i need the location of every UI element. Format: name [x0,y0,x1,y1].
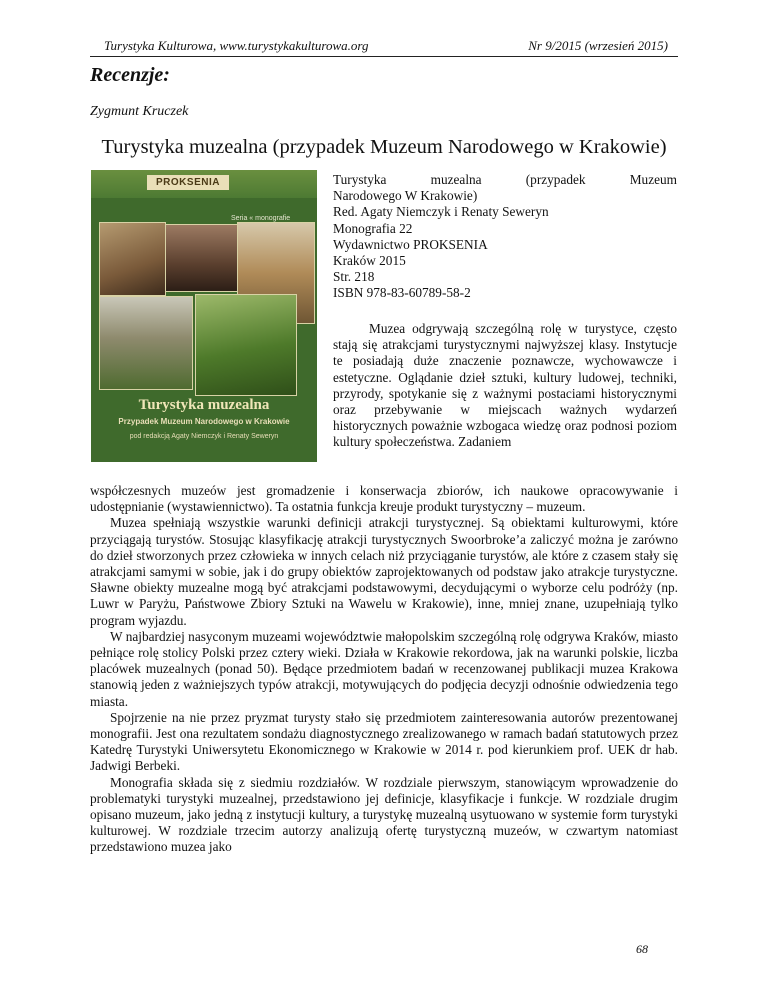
cover-photo-museum-interior [99,222,166,296]
meta-title-line1: Turystyka muzealna (przypadek Muzeum [333,172,677,187]
cover-publisher-logo: PROKSENIA [147,175,229,190]
meta-monograph: Monografia 22 [333,220,413,236]
body-paragraph: Monografia składa się z siedmiu rozdziałów. W rozdziale pierwszym, stanowiącym wprowadzenie do problematyki turystyki muzealnej, przedstawiono jej definicje, klasyfikacje i funkcje. W rozdziale drugim opisano muzeum, jako jedną z instytucji kultury, a turystykę muzealną usytuowano w systemie form turystyki kulturowej. W rozdziale trzecim autorzy analizują ofertę turystyczną muzeów, w czwartym natomiast przedstawiono muzea jako [90,774,678,855]
running-header [90,38,678,57]
article-title: Turystyka muzealna (przypadek Muzeum Narodowego w Krakowie) [101,136,667,158]
body-paragraph: Spojrzenie na nie przez pryzmat turysty stało się przedmiotem zainteresowania autorów prezentowanej monografii. Jest ona rezultatem sondażu diagnostycznego zrealizowanego w ramach badań statutowych przez Katedrę Turystyki Uniwersytetu Ekonomicznego w Krakowie w 2014 r. pod kierunkiem prof. UEK dr hab. Jadwigi Berbeki. [90,709,678,774]
intro-paragraph: Muzea odgrywają szczególną rolę w turystyce, często stają się atrakcjami turystycznymi najwyższej klasy. Instytucje te posiadają duże znaczenie poznawcze, wychowawcze i estetyczne. Oglądanie dzieł sztuki, kultury ludowej, techniki, przyrody, spotykanie się z ważnymi postaciami historycznymi oraz przebywanie w miejscach ważnych wydarzeń historycznych poważnie wzbogaca wiedzę oraz podnosi poziom kultury społeczeństwa. Zadaniem [333,321,677,450]
header-journal: Turystyka Kulturowa, www.turystykakulturowa.org [104,38,369,53]
cover-photo-garden-statue [195,294,297,396]
meta-editors: Red. Agaty Niemczyk i Renaty Seweryn [333,204,549,220]
article-body [90,483,678,856]
cover-photo-castle-courtyard [99,296,193,390]
book-metadata [333,172,677,302]
meta-title-line2: Narodowego W Krakowie) [333,188,478,204]
cover-photo-gallery-hall [165,224,239,292]
page-number: 68 [636,942,648,956]
book-cover-image [91,170,317,462]
cover-title: Turystyka muzealna [138,397,270,413]
cover-editors: pod redakcją Agaty Niemczyk i Renaty Seweryn [129,433,279,440]
meta-publisher: Wydawnictwo PROKSENIA [333,236,488,252]
body-paragraph: W najbardziej nasyconym muzeami województwie małopolskim szczególną rolę odgrywa Kraków, miasto pełniące rolę stolicy Polski przez cztery wieki. Działa w Krakowie rekordowa, jak na warunki polskie, liczba placówek muzealnych (ponad 50). Będące przedmiotem badań w recenzowanej publikacji muzea Krakowa stanowią jeden z ważniejszych typów atrakcji, motywujących do podjęcia decyzji odnośnie odwiedzenia tego miasta. [90,628,678,709]
meta-place-year: Kraków 2015 [333,253,406,269]
author-name: Zygmunt Kruczek [90,104,189,119]
cover-subtitle: Przypadek Muzeum Narodowego w Krakowie [118,417,290,426]
meta-pages: Str. 218 [333,269,375,285]
cover-series-label: Seria « monografie [231,215,291,222]
meta-isbn: ISBN 978-83-60789-58-2 [333,285,471,301]
section-title: Recenzje: [90,64,170,86]
intro-continuation: współczesnych muzeów jest gromadzenie i konserwacja zbiorów, ich naukowe opracowywanie i udostępnianie (wystawiennictwo). Ta ostatnia funkcja kreuje produkt turystyczny – muzeum. [90,483,678,515]
body-paragraph: Muzea spełniają wszystkie warunki definicji atrakcji turystycznej. Są obiektami kulturowymi, które przyciągają turystów. Stosując klasyfikację atrakcji turystycznych Swoorbroke’a zaliczyć można je zarówno do dzieł stworzonych przez człowieka w innych celach niż przyciąganie turystów, ale które z czasem stały się atrakcjami samymi w sobie, jak i do grupy obiektów zaprojektowanych od podstaw jako atrakcje turystyczne. Sławne obiekty muzealne mogą być atrakcjami podstawowymi, decydującymi o wyborze celu podróży (np. Luwr w Paryżu, Państwowe Zbiory Sztuki na Wawelu w Krakowie), inne, mniej znane, uzupełniają tylko program wyjazdu. [90,515,678,628]
header-issue: Nr 9/2015 (wrzesień 2015) [528,38,668,53]
